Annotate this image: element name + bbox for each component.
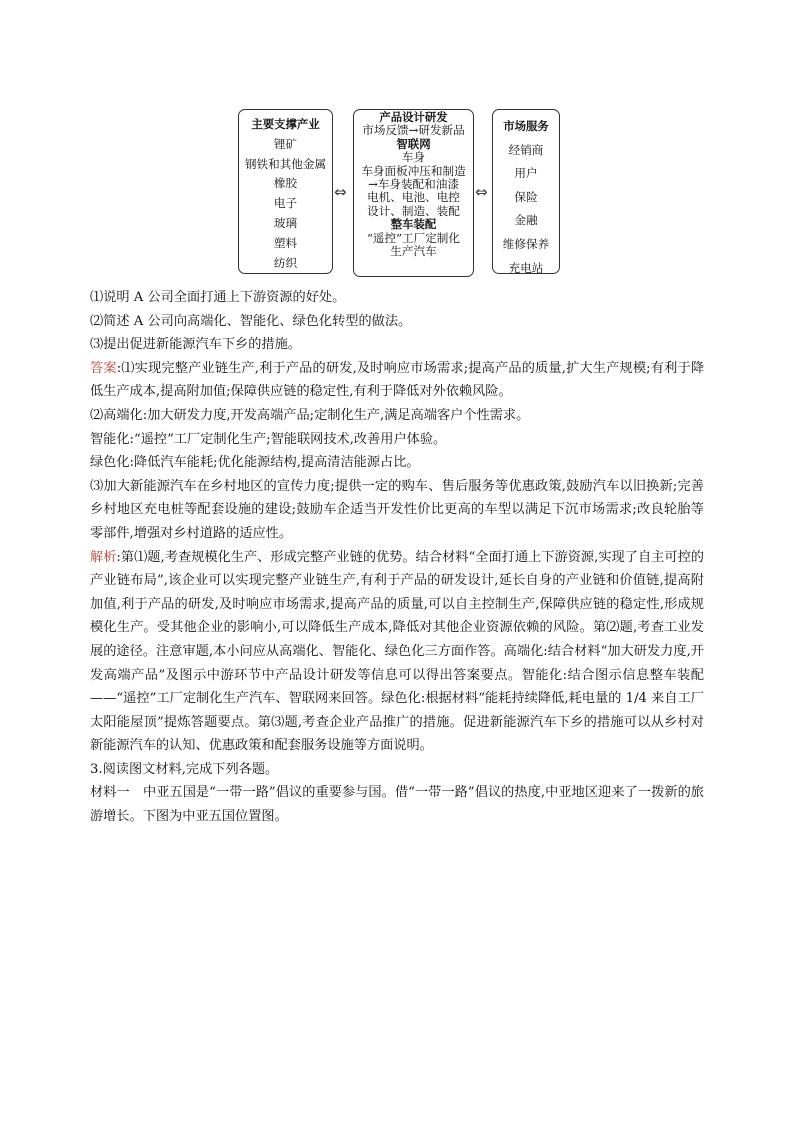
supporting-industry-item: 塑料 bbox=[273, 235, 298, 250]
market-services-title: 市场服务 bbox=[503, 119, 549, 133]
answer-paragraph bbox=[90, 357, 704, 404]
document-body bbox=[90, 286, 704, 829]
product-design-line: 电机、电池、电控 bbox=[367, 190, 460, 205]
market-service-item: 维修保养 bbox=[502, 236, 550, 251]
industry-chain-diagram bbox=[238, 109, 560, 277]
product-design-title: 产品设计研发 bbox=[379, 110, 448, 124]
product-design-line: 生产汽车 bbox=[390, 244, 437, 259]
answer-paragraph: 绿色化:降低汽车能耗;优化能源结构,提高清洁能源占比。 bbox=[90, 455, 420, 471]
analysis-text: :第⑴题,考查规模化生产、形成完整产业链的优势。结合材料“全面打通上下游资源,实现了自主可控的产业链布局”,该企业可以实现完整产业链生产,有利于产品的研发设计,延长自身的产业链和价值链,提高附加值,利于产品的研发,及时响应市场需求,提高产品的质量,可以自主控制生产,保障供应链的稳定性,形成规模化生产。受其他企业的影响小,可以降低生产成本,降低对其他企业资源依赖的风险。第⑵题,考查工业发展的途径。注意审题,本小问应从高端化、智能化、绿色化三方面作答。高端化:结合材料“加大研发力度,开发高端产品”及图示中游环节中产品设计研发等信息可以得出答案要点。智能化:结合图示信息整车装配——“遥控”工厂定制化生产汽车、智联网来回答。绿色化:根据材料“能耗持续降低,耗电量的 1/4 来自工厂太阳能屋顶”提炼答题要点。第⑶题,考查企业产品推广的措施。促进新能源汽车下乡的措施可以从乡村对新能源汽车的认知、优惠政策和配套服务设施等方面说明。 bbox=[90, 549, 704, 754]
analysis-paragraph bbox=[90, 546, 704, 758]
question-3-heading: 3.阅读图文材料,完成下列各题。 bbox=[90, 761, 279, 777]
market-service-item: 用户 bbox=[514, 166, 538, 181]
supporting-industries-title: 主要支撑产业 bbox=[251, 117, 320, 131]
double-arrow-icon: ⇔ bbox=[334, 183, 347, 201]
market-service-item: 充电站 bbox=[508, 260, 544, 275]
answer-paragraph: ⑵高端化:加大研发力度,开发高端产品;定制化生产,满足高端客户个性需求。 bbox=[90, 407, 530, 423]
market-service-item: 经销商 bbox=[508, 142, 544, 157]
smart-network-heading: 智联网 bbox=[396, 136, 431, 151]
product-design-line: →车身装配和油漆 bbox=[368, 177, 459, 192]
supporting-industry-item: 钢铁和其他金属 bbox=[244, 156, 327, 171]
product-design-line: “遥控”工厂定制化 bbox=[366, 230, 460, 245]
market-service-item: 金融 bbox=[514, 213, 538, 228]
answer-text: :⑴实现完整产业链生产,利于产品的研发,及时响应市场需求;提高产品的质量,扩大生产规模;有利于降低生产成本,提高附加值;保障供应链的稳定性,有利于降低对外依赖风险。 bbox=[90, 360, 705, 400]
question-item: ⑵简述 A 公司向高端化、智能化、绿色化转型的做法。 bbox=[90, 313, 412, 329]
market-services-box bbox=[492, 109, 560, 274]
supporting-industry-item: 橡胶 bbox=[273, 176, 298, 191]
supporting-industry-item: 电子 bbox=[273, 196, 298, 211]
supporting-industry-item: 纺织 bbox=[273, 255, 298, 270]
question-item: ⑶提出促进新能源汽车下乡的措施。 bbox=[90, 337, 301, 353]
product-design-line: 车身面板冲压和制造 bbox=[361, 163, 466, 178]
supporting-industries-box bbox=[238, 109, 333, 274]
product-design-box bbox=[353, 109, 474, 277]
product-design-line: 市场反馈→研发新品 bbox=[362, 123, 465, 138]
market-service-item: 保险 bbox=[514, 189, 538, 204]
answer-paragraph: 智能化:“遥控”工厂定制化生产;智能联网技术,改善用户体验。 bbox=[90, 431, 447, 447]
answer-paragraph: ⑶加大新能源汽车在乡村地区的宣传力度;提供一定的购车、售后服务等优惠政策,鼓励汽车以旧换新;完善乡村地区充电桩等配套设施的建设;鼓励车企适当开发性价比更高的车型以满足下沉市场需求;改良轮胎等零部件,增强对乡村道路的适应性。 bbox=[90, 478, 704, 541]
answer-label: 答案 bbox=[90, 360, 117, 376]
vehicle-assembly-heading: 整车装配 bbox=[390, 217, 437, 232]
supporting-industry-item: 玻璃 bbox=[273, 215, 298, 230]
question-item: ⑴说明 A 公司全面打通上下游资源的好处。 bbox=[90, 290, 346, 305]
supporting-industry-item: 锂矿 bbox=[273, 136, 298, 151]
product-design-line: 设计、制造、装配 bbox=[367, 203, 460, 218]
double-arrow-icon: ⇔ bbox=[475, 183, 488, 201]
material-one: 材料一 中亚五国是“一带一路”倡议的重要参与国。借“一带一路”倡议的热度,中亚地区迎来了一拨新的旅游增长。下图为中亚五国位置图。 bbox=[90, 785, 704, 825]
analysis-label: 解析 bbox=[90, 549, 117, 565]
product-design-line: 车身 bbox=[401, 150, 426, 165]
